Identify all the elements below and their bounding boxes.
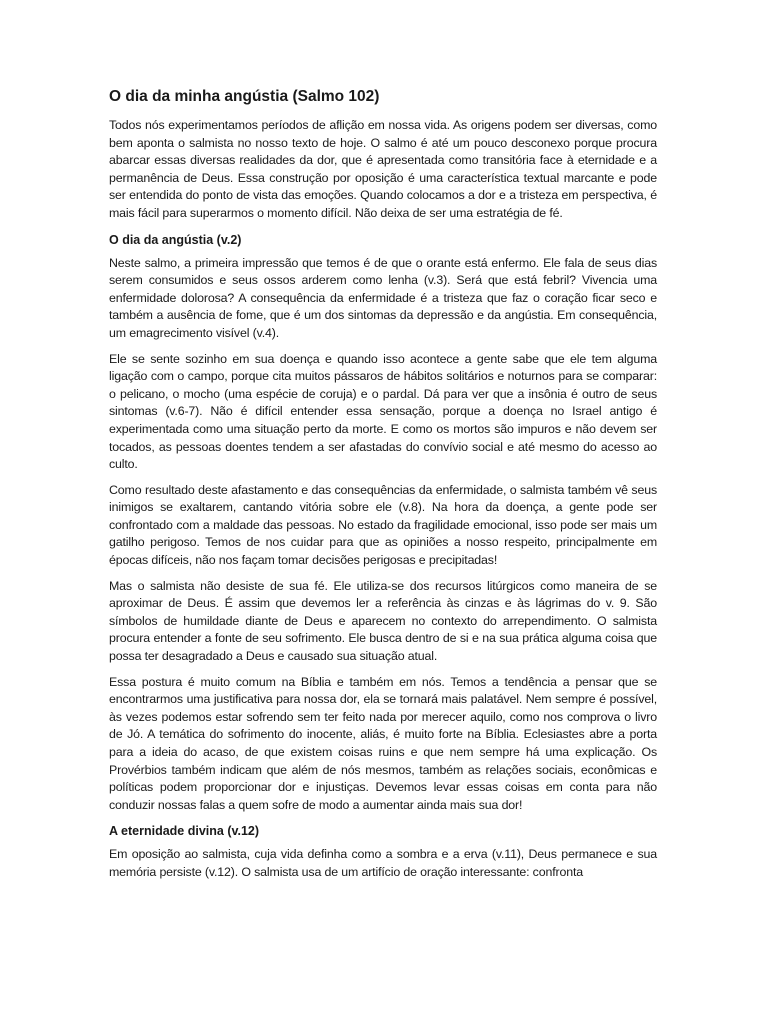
body-paragraph: Essa postura é muito comum na Bíblia e também em nós. Temos a tendência a pensar que se encontrarmos uma justificativa para nossa dor, ela se tornará mais palatável. Nem sempre é possível, às vezes podemos estar sofrendo sem ter feito nada por merecer aquilo, como nos comprova o livro de Jó. A temática do sofrimento do inocente, aliás, é muito forte na Bíblia. Eclesiastes abre a porta para a ideia do acaso, de que existem coisas ruins e que nem sempre há uma explicação. Os Provérbios também indicam que além de nós mesmos, também as relações sociais, econômicas e políticas podem proporcionar dor e injustiças. Devemos levar essas coisas em conta para não conduzir nossas falas a quem sofre de modo a aumentar ainda mais sua dor! — [109, 674, 657, 812]
body-paragraph: Ele se sente sozinho em sua doença e quando isso acontece a gente sabe que ele tem alguma ligação com o campo, porque cita muitos pássaros de hábitos solitários e noturnos para se comparar: o pelicano, o mocho (uma espécie de coruja) e o pardal. Dá para ver que a insônia é outro de seus sintomas (v.6-7). Não é difícil entender essa sensação, porque a doença no Israel antigo é experimentada como uma situação perto da morte. E como os mortos são impuros e não devem ser tocados, as pessoas doentes tendem a ser afastadas do convívio social e até mesmo do acesso ao culto. — [109, 351, 657, 472]
body-paragraph: Mas o salmista não desiste de sua fé. Ele utiliza-se dos recursos litúrgicos como maneira de se aproximar de Deus. É assim que devemos ler a referência às cinzas e às lágrimas do v. 9. São símbolos de humildade diante de Deus e aparecem no contexto do arrependimento. O salmista procura entender a fonte de seu sofrimento. Ele busca dentro de si e na sua prática alguma coisa que possa ter desagradado a Deus e causado sua situação atual. — [109, 578, 657, 664]
body-paragraph: Como resultado deste afastamento e das consequências da enfermidade, o salmista também vê seus inimigos se exaltarem, cantando vitória sobre ele (v.8). Na hora da doença, a gente pode ser confrontado com a maldade das pessoas. No estado da fragilidade emocional, isso pode ser mais um gatilho perigoso. Temos de nos cuidar para que as opiniões a nosso respeito, principalmente em épocas difíceis, não nos façam tomar decisões perigosas e precipitadas! — [109, 482, 657, 568]
section-heading-eternidade-divina: A eternidade divina (v.12) — [109, 824, 260, 839]
document-title: O dia da minha angústia (Salmo 102) — [109, 88, 380, 105]
section-heading-dia-da-angustia: O dia da angústia (v.2) — [109, 232, 242, 247]
body-paragraph: Em oposição ao salmista, cuja vida definha como a sombra e a erva (v.11), Deus permanece e sua memória persiste (v.12). O salmista usa de um artifício de oração interessante: confronta — [109, 847, 657, 879]
document-page — [109, 86, 657, 890]
intro-paragraph: Todos nós experimentamos períodos de aflição em nossa vida. As origens podem ser diversas, como bem aponta o salmista no nosso texto de hoje. O salmo é até um pouco desconexo porque procura abarcar essas diversas realidades da dor, que é apresentada como transitória face à eternidade e a permanência de Deus. Essa construção por oposição é uma característica textual marcante e pode ser entendida do ponto de vista das emoções. Quando colocamos a dor e a tristeza em perspectiva, é mais fácil para superarmos o momento difícil. Não deixa de ser uma estratégia de fé. — [109, 118, 657, 220]
body-paragraph: Neste salmo, a primeira impressão que temos é de que o orante está enfermo. Ele fala de seus dias serem consumidos e seus ossos arderem como lenha (v.3). Será que está febril? Vivencia uma enfermidade dolorosa? A consequência da enfermidade é a tristeza que faz o coração ficar seco e também a ausência de fome, que é um dos sintomas da depressão e da angústia. Em consequência, um emagrecimento visível (v.4). — [109, 255, 657, 340]
